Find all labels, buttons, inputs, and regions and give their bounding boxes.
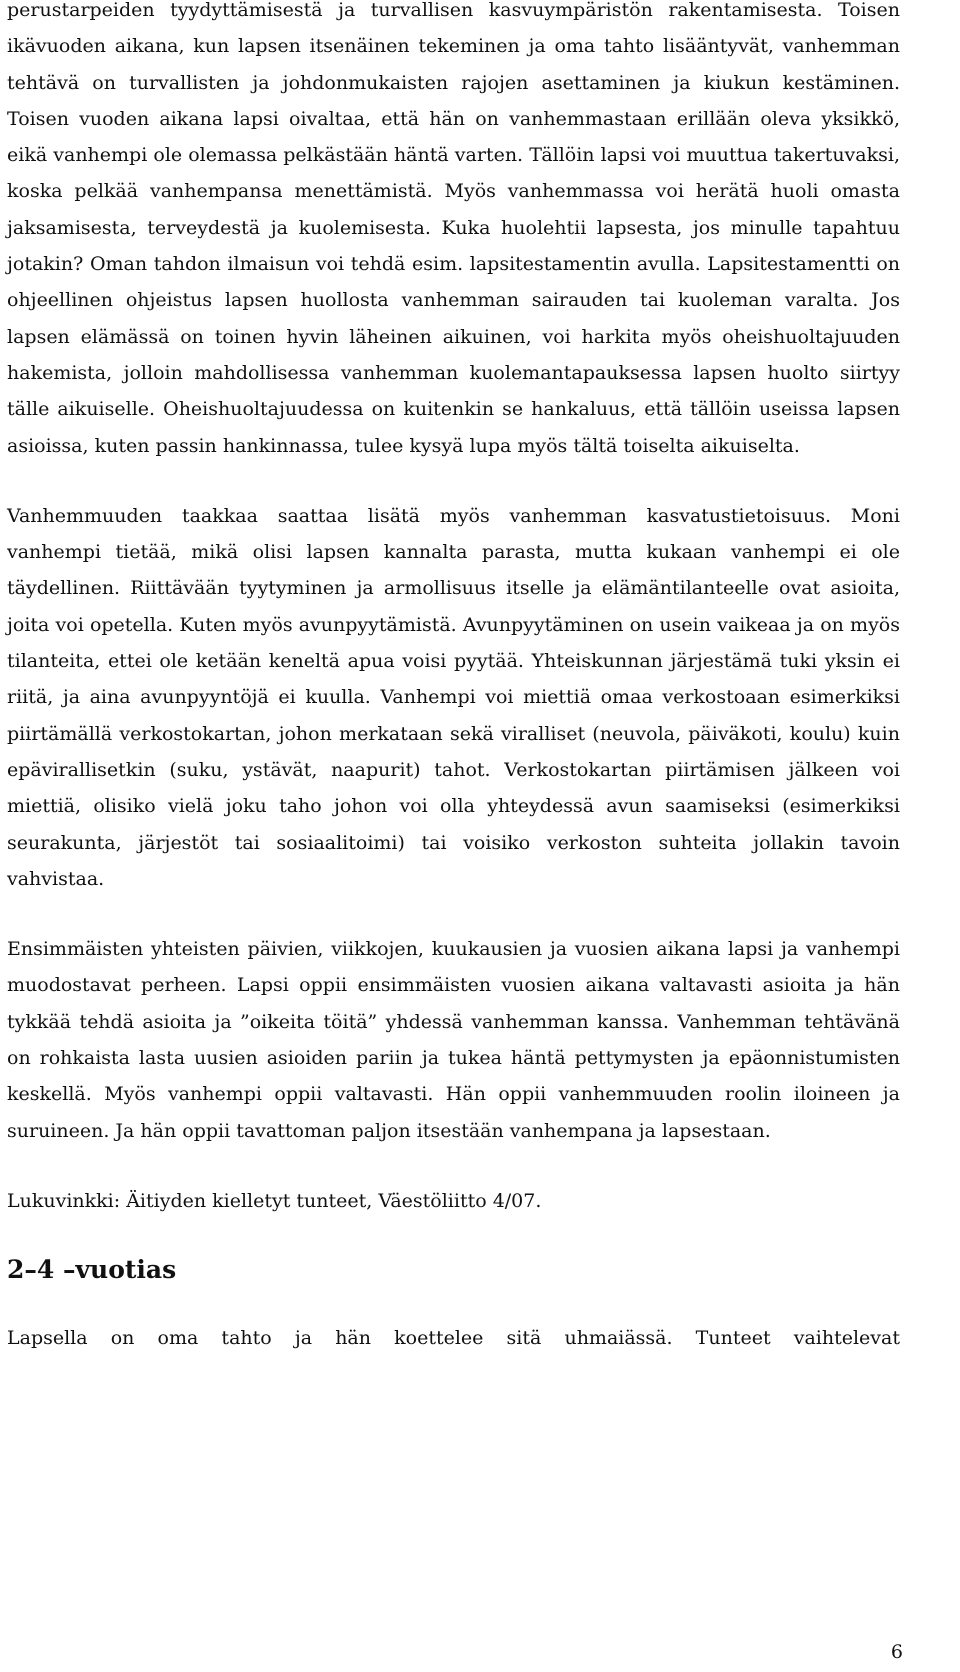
section-heading: 2–4 –vuotias <box>7 1255 177 1285</box>
body-paragraph: perustarpeiden tyydyttämisestä ja turvallisen kasvuympäristön rakentamisesta. Toisen ikävuoden aikana, kun lapsen itsenäinen tekeminen ja oma tahto lisääntyvät, vanhemman tehtävä on turvallisten ja johdonmukaisten rajojen asettaminen ja kiukun kestäminen. Toisen vuoden aikana lapsi oivaltaa, että hän on vanhemmastaan erillään oleva yksikkö, eikä vanhempi ole olemassa pelkästään häntä varten. Tällöin lapsi voi muuttua takertuvaksi, koska pelkää vanhempansa menettämistä. Myös vanhemmassa voi herätä huoli omasta jaksamisesta, terveydestä ja kuolemisesta. Kuka huolehtii lapsesta, jos minulle tapahtuu jotakin? Oman tahdon ilmaisun voi tehdä esim. lapsitestamentin avulla. Lapsitestamentti on ohjeellinen ohjeistus lapsen huollosta vanhemman sairauden tai kuoleman varalta. Jos lapsen elämässä on toinen hyvin läheinen aikuinen, voi harkita myös oheishuoltajuuden hakemista, jolloin mahdollisessa vanhemman kuolemantapauksessa lapsen huolto siirtyy tälle aikuiselle. Oheishuoltajuudessa on kuitenkin se hankaluus, että tällöin useissa lapsen asioissa, kuten passin hankinnassa, tulee kysyä lupa myös tältä toiselta aikuiselta. <box>7 0 900 457</box>
document-page <box>7 0 900 1357</box>
body-paragraph: Lapsella on oma tahto ja hän koettelee sitä uhmaiässä. Tunteet vaihtelevat <box>7 1327 900 1350</box>
body-paragraph: Vanhemmuuden taakkaa saattaa lisätä myös vanhemman kasvatustietoisuus. Moni vanhempi tietää, mikä olisi lapsen kannalta parasta, mutta kukaan vanhempi ei ole täydellinen. Riittävään tyytyminen ja armollisuus itselle ja elämäntilanteelle ovat asioita, joita voi opetella. Kuten myös avunpyytämistä. Avunpyytäminen on usein vaikeaa ja on myös tilanteita, ettei ole ketään keneltä apua voisi pyytää. Yhteiskunnan järjestämä tuki yksin ei riitä, ja aina avunpyyntöjä ei kuulla. Vanhempi voi miettiä omaa verkostoaan esimerkiksi piirtämällä verkostokartan, johon merkataan sekä viralliset (neuvola, päiväkoti, koulu) kuin epävirallisetkin (suku, ystävät, naapurit) tahot. Verkostokartan piirtämisen jälkeen voi miettiä, olisiko vielä joku taho johon voi olla yhteydessä avun saamiseksi (esimerkiksi seurakunta, järjestöt tai sosiaalitoimi) tai voisiko verkoston suhteita jollakin tavoin vahvistaa. <box>7 504 900 890</box>
page-number: 6 <box>890 1641 903 1663</box>
body-paragraph: Ensimmäisten yhteisten päivien, viikkojen, kuukausien ja vuosien aikana lapsi ja vanhempi muodostavat perheen. Lapsi oppii ensimmäisten vuosien aikana valtavasti asioita ja hän tykkää tehdä asioita ja ”oikeita töitä” yhdessä vanhemman kanssa. Vanhemman tehtävänä on rohkaista lasta uusien asioiden pariin ja tukea häntä pettymysten ja epäonnistumisten keskellä. Myös vanhempi oppii valtavasti. Hän oppii vanhemmuuden roolin iloineen ja suruineen. Ja hän oppii tavattoman paljon itsestään vanhempana ja lapsestaan. <box>7 938 900 1142</box>
reading-tip: Lukuvinkki: Äitiyden kielletyt tunteet, Väestöliitto 4/07. <box>7 1189 542 1212</box>
